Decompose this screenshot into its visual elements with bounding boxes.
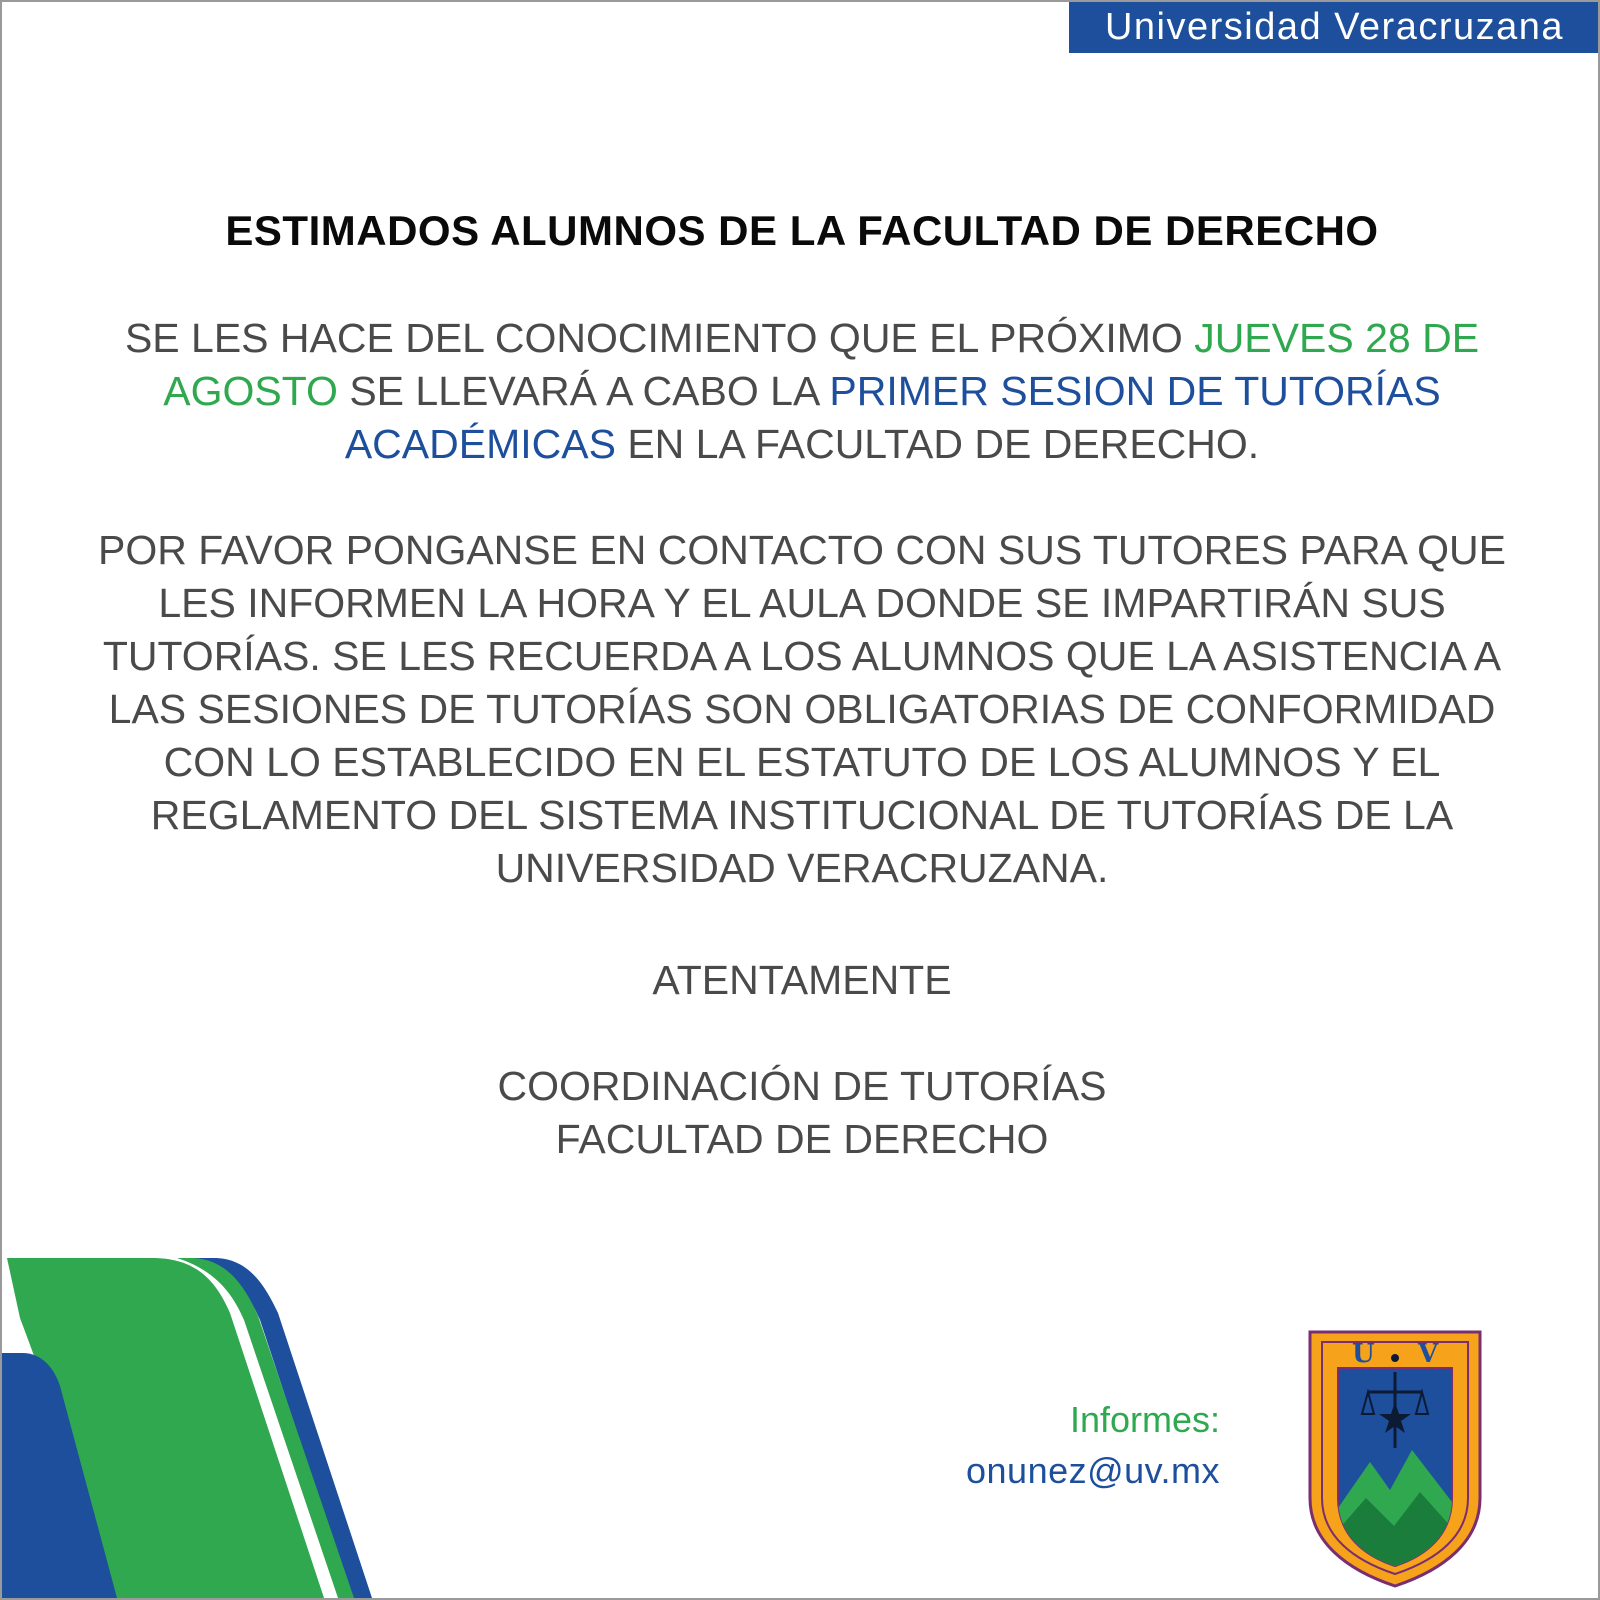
svg-text:U: U [1352, 1339, 1375, 1369]
paragraph-1-intro: SE LES HACE DEL CONOCIMIENTO QUE EL PRÓXIMO [124, 315, 1195, 361]
contact-email-link[interactable]: onunez@uv.mx [966, 1450, 1220, 1491]
university-banner [1069, 2, 1600, 53]
session-name: PRIMER SESION DE TUTORÍAS ACADÉMICAS [344, 368, 1441, 467]
notice-paragraph-2: POR FAVOR PONGANSE EN CONTACTO CON SUS TUTORES PARA QUE LES INFORMEN LA HORA Y EL AULA DONDE SE IMPARTIRÁN SUS TUTORÍAS. SE LES RECUERDA A LOS ALUMNOS QUE LA ASISTENCIA A LAS SESIONES DE TUTORÍAS SON OBLIGATORIAS DE CONFORMIDAD CON LO ESTABLECIDO EN EL ESTATUTO DE LOS ALUMNOS Y EL REGLAMENTO DEL SISTEMA INSTITUCIONAL DE TUTORÍAS DE LA UNIVERSIDAD VERACRUZANA. [98, 527, 1506, 891]
signature-line-2: FACULTAD DE DERECHO [555, 1116, 1049, 1162]
session-date: JUEVES 28 DE AGOSTO [163, 315, 1480, 414]
decorative-swoosh [2, 1258, 382, 1598]
faculty-crest-icon [1308, 1330, 1482, 1588]
closing-text: ATENTAMENTE [652, 957, 952, 1003]
paragraph-1-middle: SE LLEVARÁ A CABO LA [337, 368, 830, 414]
contact-label: Informes: [1069, 1399, 1220, 1440]
svg-text:V: V [1418, 1339, 1439, 1369]
university-name: Universidad Veracruzana [1104, 6, 1565, 48]
notice-paragraph-1 [62, 312, 1542, 471]
signature-block [62, 1060, 1542, 1166]
notice-heading: ESTIMADOS ALUMNOS DE LA FACULTAD DE DERECHO [225, 207, 1379, 254]
paragraph-1-end: EN LA FACULTAD DE DERECHO. [615, 421, 1260, 467]
signature-line-1: COORDINACIÓN DE TUTORÍAS [497, 1063, 1107, 1109]
